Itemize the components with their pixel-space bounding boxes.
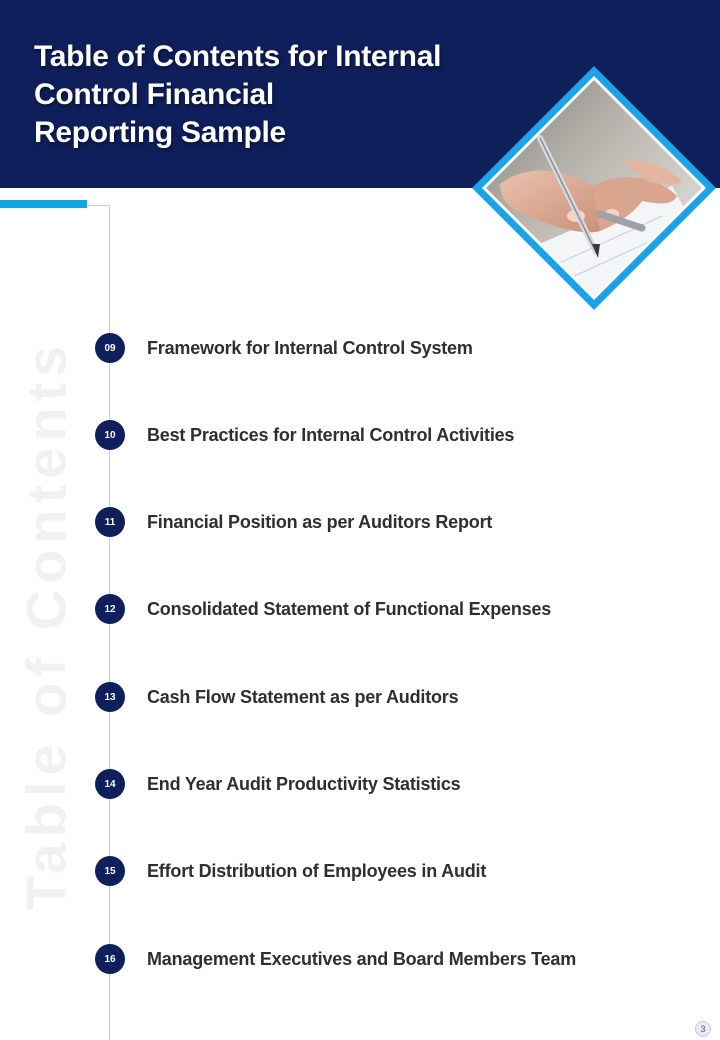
toc-item-number: 14	[95, 769, 125, 799]
header-photo	[472, 66, 716, 310]
toc-item-label: Framework for Internal Control System	[147, 337, 473, 358]
toc-item-label: Best Practices for Internal Control Activities	[147, 424, 515, 445]
toc-item-number: 15	[95, 856, 125, 886]
page-number-badge: 3	[695, 1021, 711, 1037]
accent-bar	[0, 200, 87, 208]
toc-item-label: End Year Audit Productivity Statistics	[147, 773, 461, 794]
toc-item[interactable]	[95, 333, 473, 363]
timeline-connector	[87, 205, 109, 206]
toc-item-label: Cash Flow Statement as per Auditors	[147, 686, 459, 707]
toc-item-number: 09	[95, 333, 125, 363]
vertical-watermark-text: Table of Contents	[14, 339, 78, 911]
toc-item-number: 10	[95, 420, 125, 450]
title-line-2: Control Financial	[34, 78, 274, 111]
toc-item-label: Effort Distribution of Employees in Audit	[147, 860, 487, 881]
title-line-3: Reporting Sample	[34, 116, 286, 149]
toc-item-number: 12	[95, 594, 125, 624]
toc-item[interactable]	[95, 420, 514, 450]
toc-item[interactable]	[95, 769, 460, 799]
toc-item[interactable]	[95, 507, 492, 537]
toc-item-label: Management Executives and Board Members Team	[147, 948, 577, 969]
page-title	[34, 38, 504, 152]
toc-item-number: 13	[95, 682, 125, 712]
toc-item-label: Consolidated Statement of Functional Expenses	[147, 598, 552, 619]
toc-item[interactable]	[95, 594, 551, 624]
toc-item-number: 16	[95, 944, 125, 974]
title-line-1: Table of Contents for Internal	[34, 40, 442, 73]
toc-item-number: 11	[95, 507, 125, 537]
toc-item-label: Financial Position as per Auditors Report	[147, 511, 493, 532]
toc-item[interactable]	[95, 944, 576, 974]
hand-writing-photo-icon	[472, 66, 716, 310]
toc-item[interactable]	[95, 856, 486, 886]
toc-item[interactable]	[95, 682, 458, 712]
